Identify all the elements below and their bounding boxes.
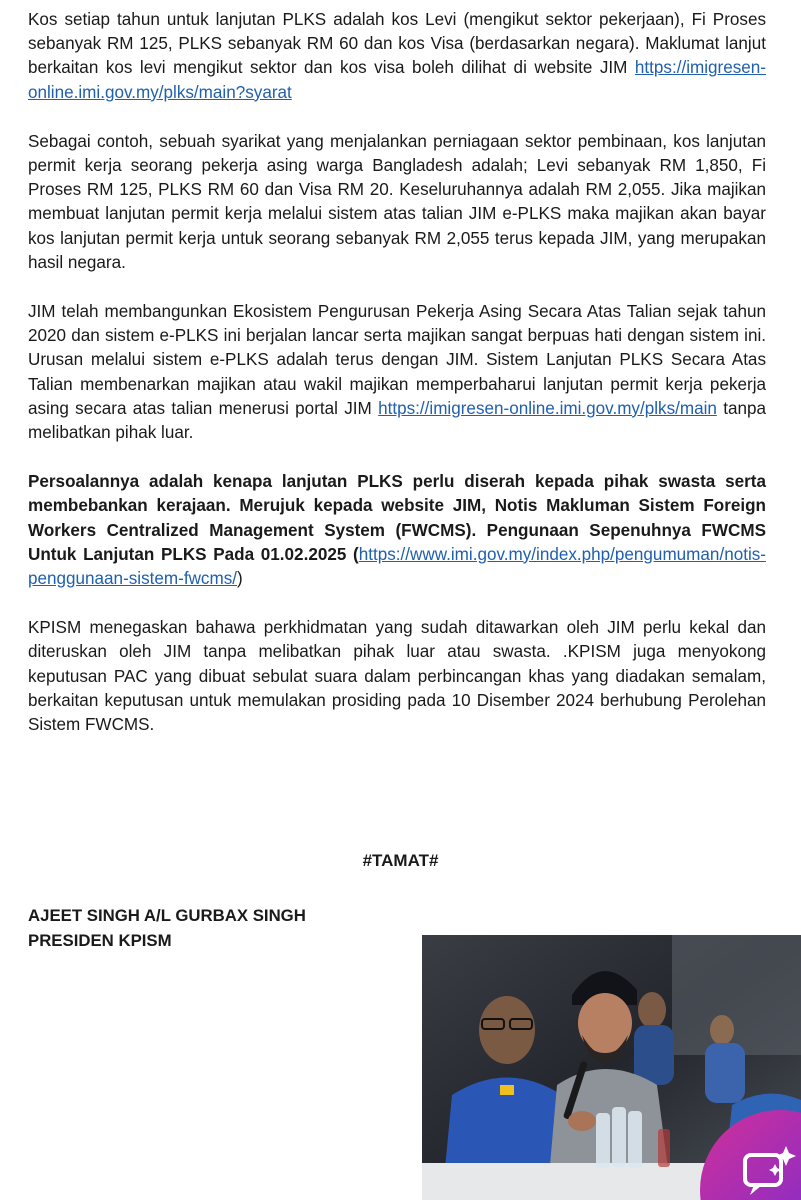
link-plks-syarat[interactable]: https://imigresen-online.imi.gov.my/plks/main?syarat <box>28 58 766 102</box>
signatory-title: PRESIDEN KPISM <box>28 931 172 950</box>
paragraph-question-text: Persoalannya adalah kenapa lanjutan PLKS perlu diserah kepada pihak swasta serta membebankan kerajaan. Merujuk kepada website JIM, Notis Makluman Sistem Foreign Workers Centralized Management System (FWCMS). Pengunaan Sepenuhnya FWCMS Untuk Lanjutan PLKS Pada 01.02.2025 ( <box>28 472 766 564</box>
paragraph-ecosystem <box>28 300 766 445</box>
paragraph-costs-text: Kos setiap tahun untuk lanjutan PLKS adalah kos Levi (mengikut sektor pekerjaan), Fi Proses sebanyak RM 125, PLKS sebanyak RM 60 dan kos Visa (berdasarkan negara). Maklumat lanjut berkaitan kos levi mengikut sektor dan kos visa boleh dilihat di website JIM <box>28 10 766 78</box>
closing-marker: #TAMAT# <box>362 851 439 870</box>
paragraph-costs <box>28 8 766 105</box>
paragraph-example: Sebagai contoh, sebuah syarikat yang menjalankan perniagaan sektor pembinaan, kos lanjutan permit kerja seorang pekerja asing warga Bangladesh adalah; Levi sebanyak RM 1,850, Fi Proses RM 125, PLKS RM 60 dan Visa RM 20. Keseluruhannya adalah RM 2,055. Jika majikan membuat lanjutan permit kerja melalui sistem atas talian JIM e-PLKS maka majikan akan bayar kos lanjutan permit kerja untuk seorang sebanyak RM 2,055 terus kepada JIM, yang merupakan hasil negara. <box>28 131 766 272</box>
document-body <box>28 8 766 762</box>
link-plks-main[interactable]: https://imigresen-online.imi.gov.my/plks/main <box>378 398 717 418</box>
paragraph-ecosystem-tail: tanpa melibatkan pihak luar. <box>28 398 767 443</box>
paragraph-kpism-stance: KPISM menegaskan bahawa perkhidmatan yang sudah ditawarkan oleh JIM perlu kekal dan diteruskan oleh JIM tanpa melibatkan pihak luar atau swasta. .KPISM juga menyokong keputusan PAC yang dibuat sebulat suara dalam perbincangan khas yang diadakan semalam, berkaitan keputusan untuk memulakan prosiding pada 10 Disember 2024 berhubung Perolehan Sistem FWCMS. <box>28 618 766 735</box>
signature-block <box>28 903 306 953</box>
ai-chat-sparkle-icon[interactable] <box>700 1100 801 1200</box>
paragraph-ecosystem-text: JIM telah membangunkan Ekosistem Pengurusan Pekerja Asing Secara Atas Talian sejak tahun 2020 dan sistem e-PLKS ini berjalan lancar serta majikan sangat berpuas hati dengan sistem ini. Urusan melalui sistem e-PLKS adalah terus dengan JIM. Sistem Lanjutan PLKS Secara Atas Talian membenarkan majikan atau wakil majikan memperbaharui lanjutan permit kerja pekerja asing secara atas talian menerusi portal JIM <box>28 302 766 418</box>
signatory-name: AJEET SINGH A/L GURBAX SINGH <box>28 906 306 925</box>
link-fwcms-notice[interactable]: https://www.imi.gov.my/index.php/pengumuman/notis-penggunaan-sistem-fwcms/ <box>28 544 766 589</box>
paragraph-question-tail: ) <box>237 569 243 589</box>
paragraph-question <box>28 470 766 591</box>
